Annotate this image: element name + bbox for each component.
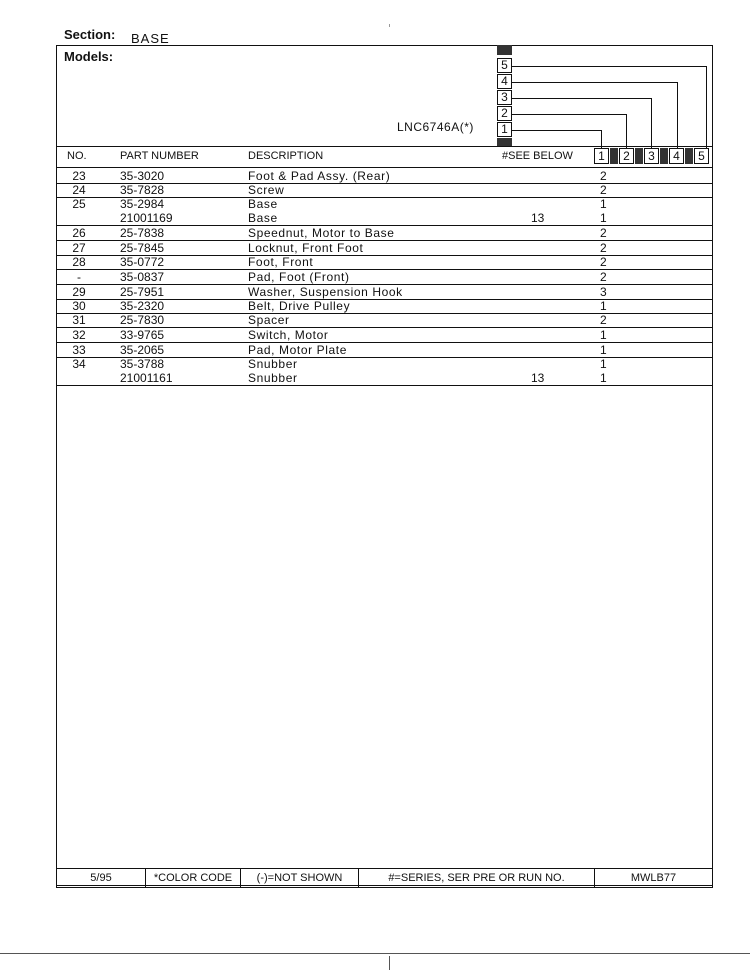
description: Pad, Foot (Front) (248, 270, 350, 284)
leader-line (512, 66, 706, 67)
marker-block (497, 138, 512, 146)
footer-date: 5/95 (57, 869, 146, 887)
header-rule (56, 167, 713, 168)
part-number: 35-2984 (120, 197, 165, 211)
item-number: 29 (72, 285, 86, 299)
part-number: 21001169 (120, 211, 173, 225)
header-rule (56, 146, 713, 147)
description: Locknut, Front Foot (248, 241, 364, 255)
item-number: 27 (72, 241, 86, 255)
description: Screw (248, 183, 285, 197)
model-key-2: 2 (497, 106, 512, 121)
model-key-4: 4 (497, 74, 512, 89)
model-name: LNC6746A(*) (397, 120, 474, 134)
leader-line (677, 82, 678, 148)
part-number: 35-7828 (120, 183, 165, 197)
marker-block (685, 148, 693, 164)
item-number: 28 (72, 255, 86, 269)
model-col-1: 1 (594, 148, 609, 164)
leader-line (626, 114, 627, 148)
col-part-number-header: PART NUMBER (120, 150, 199, 162)
model-key-1: 1 (497, 122, 512, 137)
part-number: 33-9765 (120, 328, 165, 342)
models-label: Models: (64, 49, 114, 64)
item-number: 24 (72, 183, 86, 197)
description: Pad, Motor Plate (248, 343, 347, 357)
quantity: 2 (600, 313, 607, 327)
item-number: 25 (72, 197, 86, 211)
description: Snubber (248, 371, 298, 385)
page-edge-line (0, 953, 750, 954)
quantity: 2 (600, 270, 607, 284)
scan-speck (389, 24, 390, 27)
description: Washer, Suspension Hook (248, 285, 403, 299)
col-see-below-header: #SEE BELOW (502, 150, 573, 162)
leader-line (512, 114, 626, 115)
quantity: 1 (600, 211, 607, 225)
quantity: 2 (600, 226, 607, 240)
description: Foot, Front (248, 255, 314, 269)
quantity: 1 (600, 357, 607, 371)
part-number: 35-3788 (120, 357, 165, 371)
legend-footer (56, 868, 713, 888)
part-number: 25-7845 (120, 241, 165, 255)
model-key-3: 3 (497, 90, 512, 105)
footer-doc-code: MWLB77 (630, 872, 677, 884)
description: Spacer (248, 313, 290, 327)
part-number: 35-2065 (120, 343, 165, 357)
item-number: 30 (72, 299, 86, 313)
marker-block (610, 148, 618, 164)
item-number: 26 (72, 226, 86, 240)
quantity: 2 (600, 241, 607, 255)
quantity: 1 (600, 197, 607, 211)
marker-block (635, 148, 643, 164)
footer-series-note: #=SERIES, SER PRE OR RUN NO. (359, 869, 595, 887)
description: Speednut, Motor to Base (248, 226, 395, 240)
model-col-2: 2 (619, 148, 634, 164)
marker-block (660, 148, 668, 164)
model-key-5: 5 (497, 58, 512, 73)
description: Belt, Drive Pulley (248, 299, 351, 313)
row-rule (56, 385, 713, 386)
model-col-5: 5 (694, 148, 709, 164)
footer-not-shown: (-)=NOT SHOWN (241, 869, 359, 887)
quantity: 3 (600, 285, 607, 299)
part-number: 21001161 (120, 371, 173, 385)
leader-line (512, 82, 677, 83)
quantity: 1 (600, 328, 607, 342)
leader-line (706, 66, 707, 148)
see-below: 13 (531, 211, 545, 225)
part-number: 25-7838 (120, 226, 165, 240)
quantity: 1 (600, 371, 607, 385)
description: Switch, Motor (248, 328, 329, 342)
see-below: 13 (531, 371, 545, 385)
part-number: 35-2320 (120, 299, 165, 313)
description: Snubber (248, 357, 298, 371)
leader-line (651, 98, 652, 148)
footer-color-code: *COLOR CODE (146, 869, 241, 887)
quantity: 1 (600, 343, 607, 357)
section-label: Section: (64, 27, 116, 42)
model-col-4: 4 (669, 148, 684, 164)
item-number: 32 (72, 328, 86, 342)
part-number: 35-0837 (120, 270, 165, 284)
part-number: 25-7830 (120, 313, 165, 327)
item-number: - (77, 270, 81, 284)
page-edge-mark (389, 956, 390, 970)
col-no-header: NO. (67, 150, 87, 162)
model-col-3: 3 (644, 148, 659, 164)
part-number: 25-7951 (120, 285, 165, 299)
description: Base (248, 211, 278, 225)
item-number: 31 (72, 313, 86, 327)
leader-line (512, 130, 601, 131)
part-number: 35-3020 (120, 169, 165, 183)
quantity: 2 (600, 183, 607, 197)
quantity: 1 (600, 299, 607, 313)
item-number: 34 (72, 357, 86, 371)
part-number: 35-0772 (120, 255, 165, 269)
quantity: 2 (600, 169, 607, 183)
col-description-header: DESCRIPTION (248, 150, 324, 162)
quantity: 2 (600, 255, 607, 269)
section-value: BASE (131, 31, 170, 46)
item-number: 33 (72, 343, 86, 357)
leader-line (512, 98, 651, 99)
description: Foot & Pad Assy. (Rear) (248, 169, 391, 183)
description: Base (248, 197, 278, 211)
item-number: 23 (72, 169, 86, 183)
marker-block (497, 45, 512, 55)
